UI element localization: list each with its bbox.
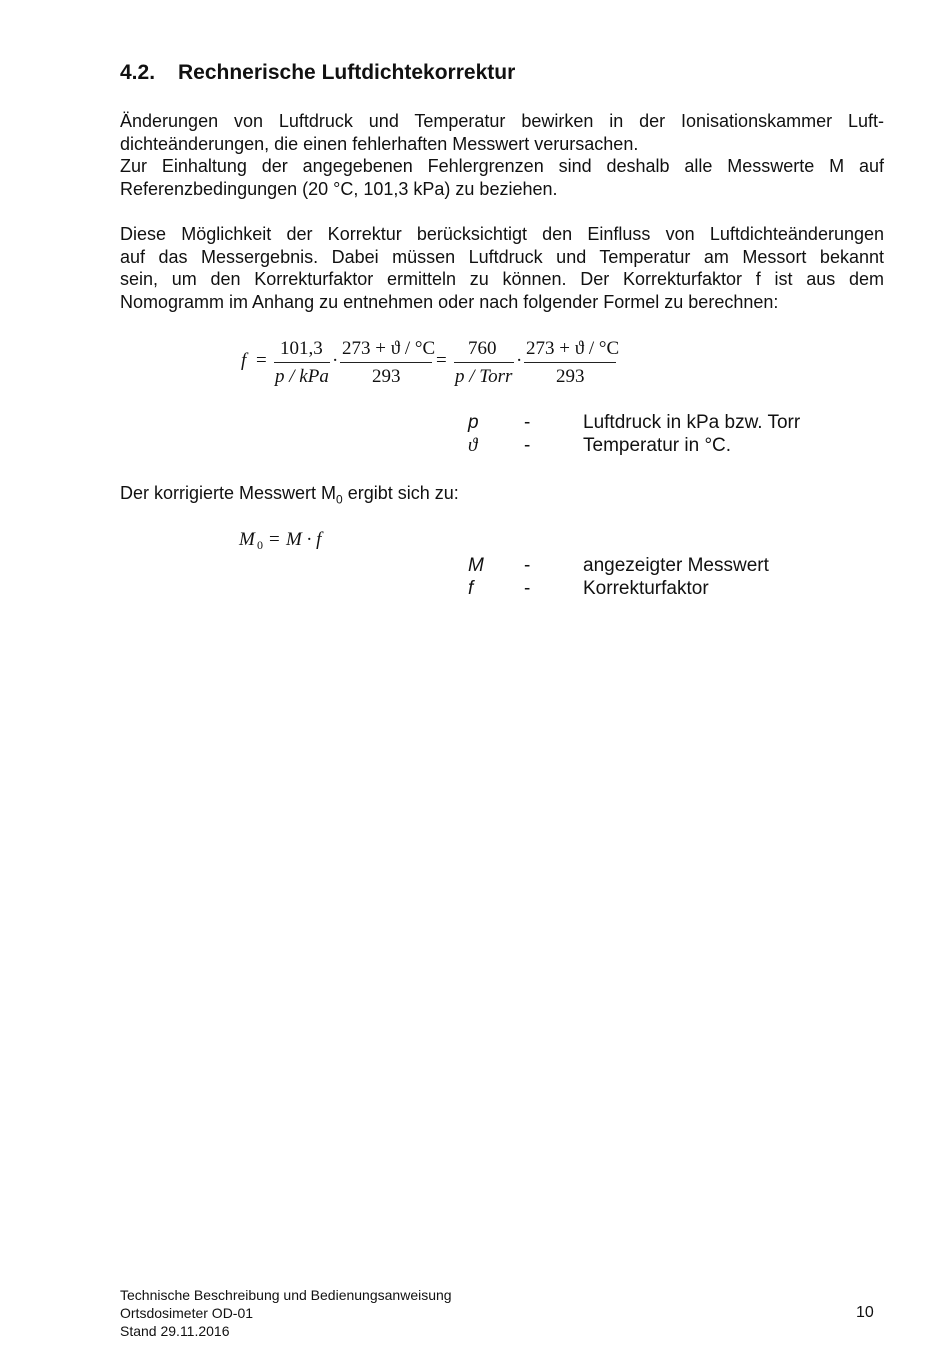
legend-dash: - [524,435,531,456]
fraction-denominator: p / kPa [275,366,329,387]
footer [120,1286,452,1340]
legend-symbol: p [468,412,479,433]
paragraph-line: Zur Einhaltung der angegebenen Fehlergrenzen sind deshalb alle Messwerte M auf [120,156,884,176]
legend-dash: - [524,555,531,576]
fraction-denominator: 293 [556,366,585,387]
legend-symbol: M [468,555,484,576]
paragraph-line: Referenzbedingungen (20 °C, 101,3 kPa) zu beziehen. [120,178,558,199]
paragraph-line: dichteänderungen, die einen fehlerhaften Messwert verursachen. [120,133,639,154]
paragraph-line: Änderungen von Luftdruck und Temperatur bewirken in der Ionisationskammer Luft- [120,111,884,131]
section-number: 4.2. [120,61,156,84]
legend-dash: - [524,412,531,433]
fraction-denominator: p / Torr [455,366,513,387]
formula-lhs: f [241,350,247,371]
legend-row [468,578,868,602]
legend-dash: - [524,578,531,599]
formula-equals: = [436,350,447,371]
paragraph-line: Nomogramm im Anhang zu entnehmen oder nach folgender Formel zu berechnen: [120,291,779,312]
legend-description: angezeigter Messwert [583,555,769,576]
legend-row [468,555,868,579]
legend-symbol: f [468,578,474,599]
fraction-denominator: 293 [372,366,401,387]
paragraph-line: sein, um den Korrekturfaktor ermitteln zu können. Der Korrekturfaktor f ist aus dem [120,269,884,289]
footer-device-name: Ortsdosimeter OD-01 [120,1305,254,1321]
section-title: Rechnerische Luftdichtekorrektur [178,61,516,84]
multiply-dot: · [516,350,523,371]
formula-equals: = [269,529,280,550]
legend-description: Temperatur in °C. [583,435,732,456]
subscript: 0 [336,492,343,507]
fraction-numerator: 273 + ϑ / °C [342,338,436,359]
fraction-numerator: 273 + ϑ / °C [526,338,620,359]
paragraph-line: Diese Möglichkeit der Korrektur berücksichtigt den Einfluss von Luftdichteänderungen [120,224,884,244]
legend-description: Korrekturfaktor [583,578,709,599]
footer-doc-title: Technische Beschreibung und Bedienungsanweisung [120,1287,452,1303]
paragraph-line: auf das Messergebnis. Dabei müssen Luftdruck und Temperatur am Messort bekannt [120,246,884,267]
text-before: Der korrigierte Messwert M [120,483,337,503]
formula-lhs-subscript: 0 [257,538,263,552]
footer-date: Stand 29.11.2016 [120,1323,230,1339]
fraction-numerator: 760 [468,338,497,359]
formula-equals: = [256,350,267,371]
formula-lhs: M [239,529,255,550]
multiply-dot: · [332,350,339,371]
page-number: 10 [856,1304,874,1321]
legend-symbol: ϑ [468,435,478,456]
legend-description: Luftdruck in kPa bzw. Torr [583,412,801,433]
text-after: ergibt sich zu: [342,483,459,503]
fraction-numerator: 101,3 [280,338,323,359]
corrected-value-formula [0,0,950,600]
formula-rhs: M · f [286,529,322,550]
